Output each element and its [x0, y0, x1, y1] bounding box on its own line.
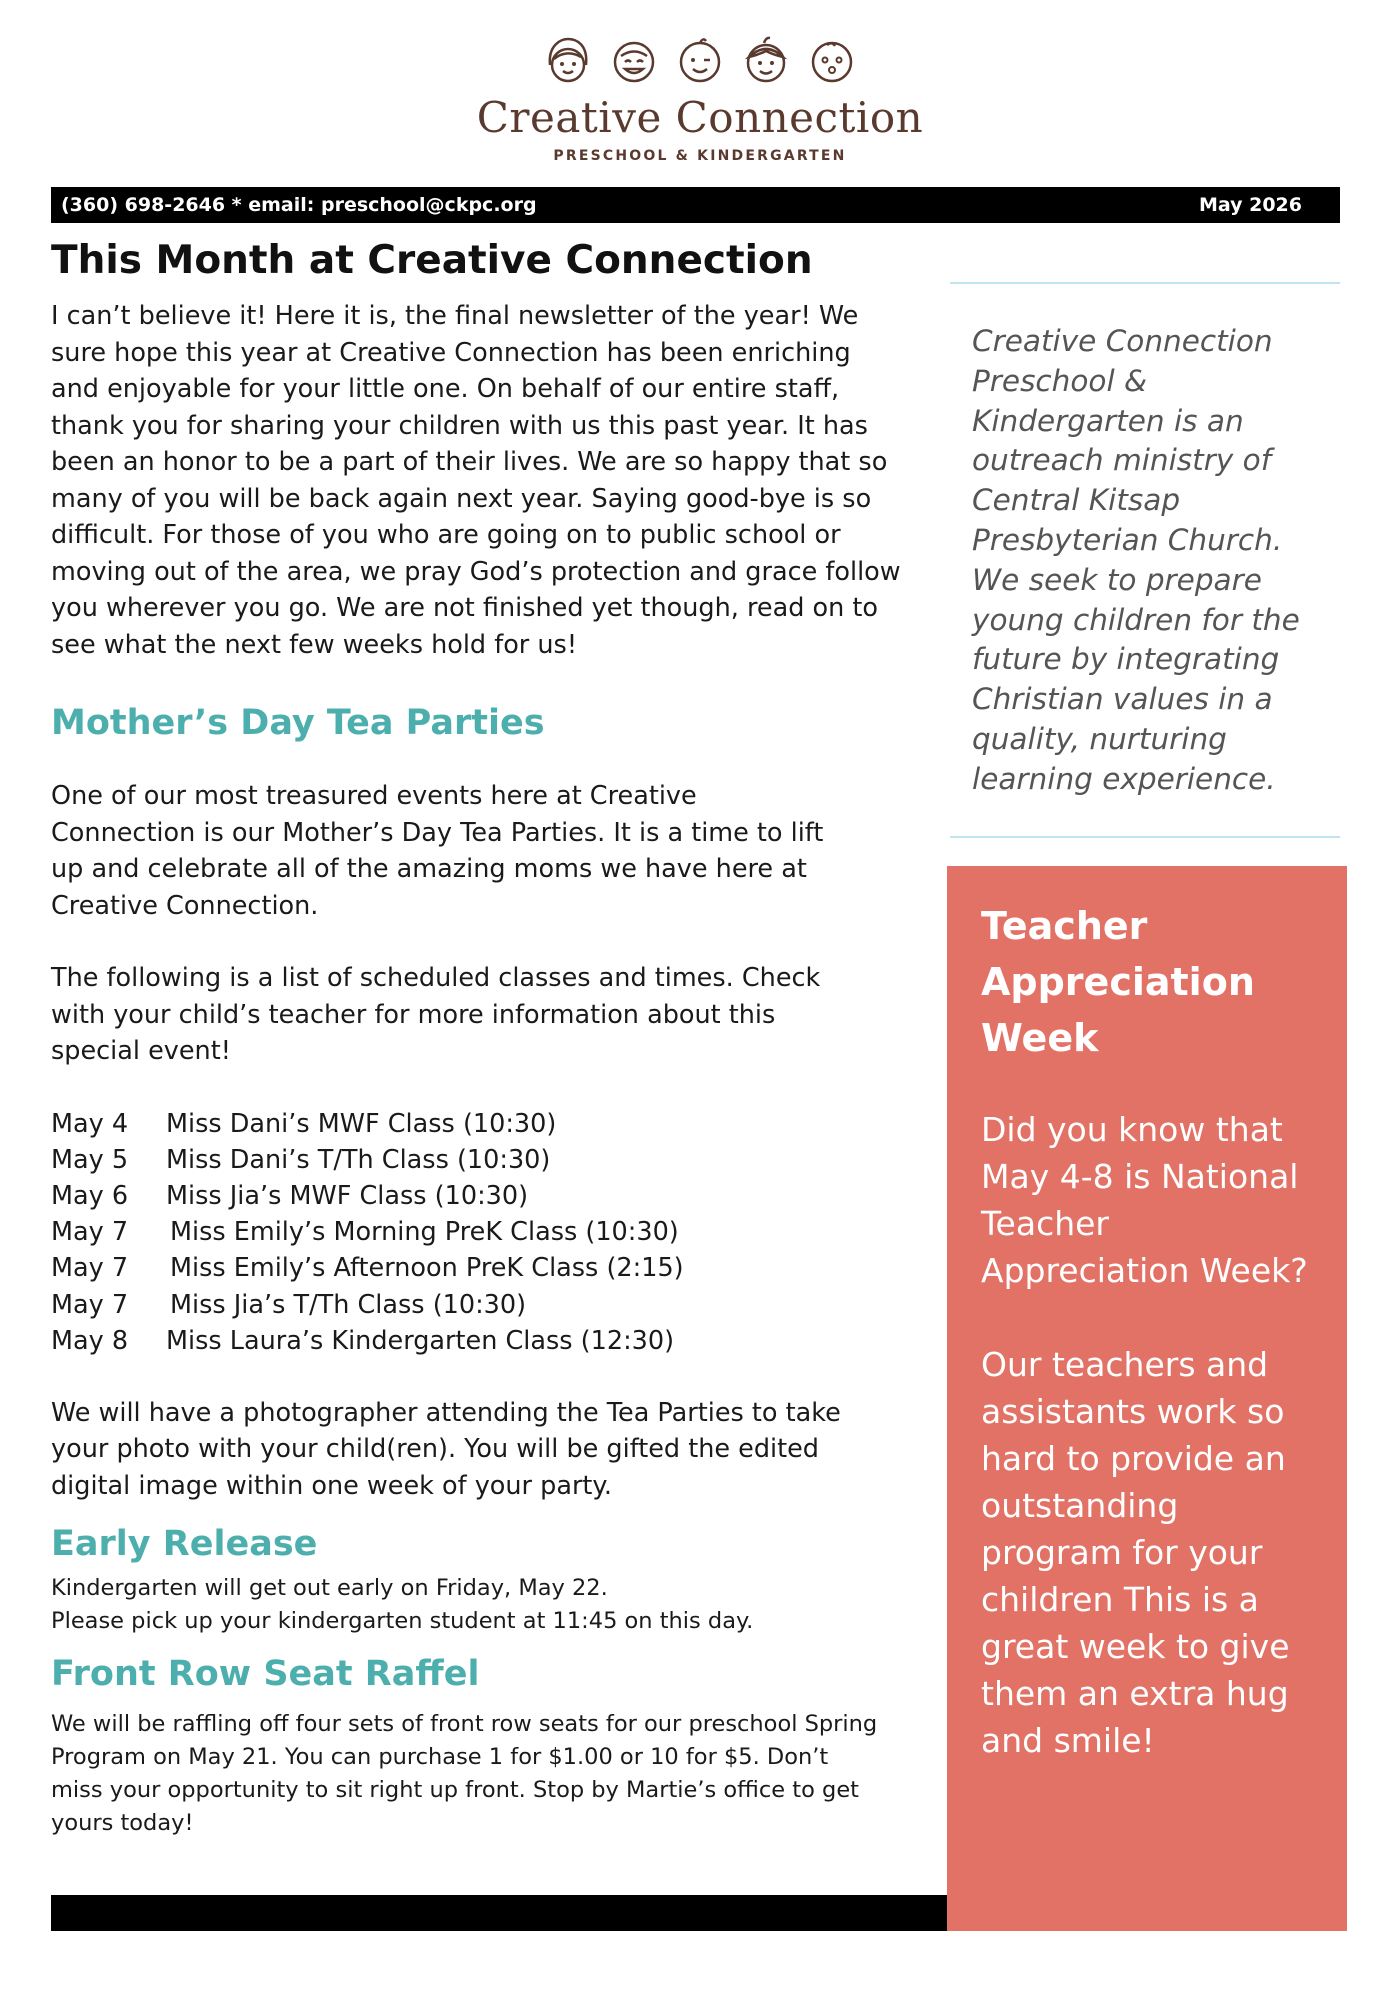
early-release-heading: Early Release — [51, 1524, 318, 1565]
tea-parties-intro: One of our most treasured events here at Creative Connection is our Mother’s Day Tea Parties. It is a time to lift up and celebrate all of the amazing moms we have here at Creative Connection. — [51, 781, 824, 921]
brand-tagline: PRESCHOOL & KINDERGARTEN — [553, 148, 847, 164]
girl-face-icon — [541, 33, 595, 87]
tea-schedule-list — [51, 1106, 901, 1359]
list-item: May 7 Miss Emily’s Afternoon PreK Class (2:15) — [51, 1253, 684, 1284]
footer-bar — [51, 1895, 951, 1931]
raffle-heading: Front Row Seat Raffel — [51, 1654, 480, 1695]
baby-face-icon — [805, 33, 859, 87]
issue-date: May 2026 — [1198, 194, 1302, 216]
page-title: This Month at Creative Connection — [51, 238, 813, 283]
smiling-face-icon — [607, 33, 661, 87]
kid-faces-graphic — [470, 28, 930, 92]
teacher-appreciation-question: Did you know that May 4-8 is National Teacher Appreciation Week? — [981, 1110, 1308, 1290]
teacher-appreciation-title: Teacher Appreciation Week — [981, 904, 1255, 1060]
list-item: May 7 Miss Emily’s Morning PreK Class (10:30) — [51, 1217, 679, 1248]
list-item: May 7 Miss Jia’s T/Th Class (10:30) — [51, 1289, 527, 1320]
boy-face-icon — [739, 33, 793, 87]
teacher-appreciation-message: Our teachers and assistants work so hard to provide an outstanding program for your children This is a great week to give them an extra hug and smile! — [981, 1345, 1290, 1760]
tea-parties-instructions: The following is a list of scheduled classes and times. Check with your child’s teacher for more information about this special event! — [51, 963, 821, 1066]
main-column — [51, 236, 901, 1840]
raffle-paragraph: We will be raffling off four sets of front row seats for our preschool Spring Program on May 21. You can purchase 1 for $1.00 or 10 for $5. Don’t miss your opportunity to sit right up front. Stop by Martie’s office to get yours today! — [51, 1711, 878, 1837]
list-item: May 5 Miss Dani’s T/Th Class (10:30) — [51, 1144, 551, 1175]
contact-bar — [51, 187, 1340, 223]
contact-info: (360) 698-2646 * email: preschool@ckpc.org — [61, 194, 537, 216]
brand-name: Creative Connection — [476, 93, 924, 142]
photographer-paragraph: We will have a photographer attending the Tea Parties to take your photo with your child(ren). You will be gifted the edited digital image within one week of your party. — [51, 1397, 841, 1501]
mission-statement: Creative Connection Preschool & Kindergarten is an outreach ministry of Central Kitsap Presbyterian Church. We seek to prepare young children for the future by integrating Christian values in a quality, nurturing learning experience. — [972, 324, 1300, 796]
early-release-line-1: Kindergarten will get out early on Friday, May 22. — [51, 1575, 608, 1602]
winking-face-icon — [673, 33, 727, 87]
early-release-line-2: Please pick up your kindergarten student at 11:45 on this day. — [51, 1608, 754, 1635]
teacher-appreciation-box — [947, 866, 1347, 1931]
list-item: May 6 Miss Jia’s MWF Class (10:30) — [51, 1180, 529, 1211]
tea-parties-heading: Mother’s Day Tea Parties — [51, 703, 545, 743]
divider-bottom — [950, 836, 1340, 838]
logo — [470, 28, 930, 168]
list-item: May 8 Miss Laura’s Kindergarten Class (12:30) — [51, 1325, 675, 1356]
intro-paragraph: I can’t believe it! Here it is, the final newsletter of the year! We sure hope this year at Creative Connection has been enriching and enjoyable for your little one. On behalf of our entire staff, thank you for sharing your children with us this past year. It has been an honor to be a part of their lives. We are so happy that so many of you will be back again next year. Saying good-bye is so difficult. For those of you who are going on to public school or moving out of the area, we pray God’s protection and grace follow you wherever you go. We are not finished yet though, read on to see what the next few weeks hold for us! — [51, 301, 901, 660]
divider-top — [950, 282, 1340, 284]
list-item: May 4 Miss Dani’s MWF Class (10:30) — [51, 1108, 557, 1139]
